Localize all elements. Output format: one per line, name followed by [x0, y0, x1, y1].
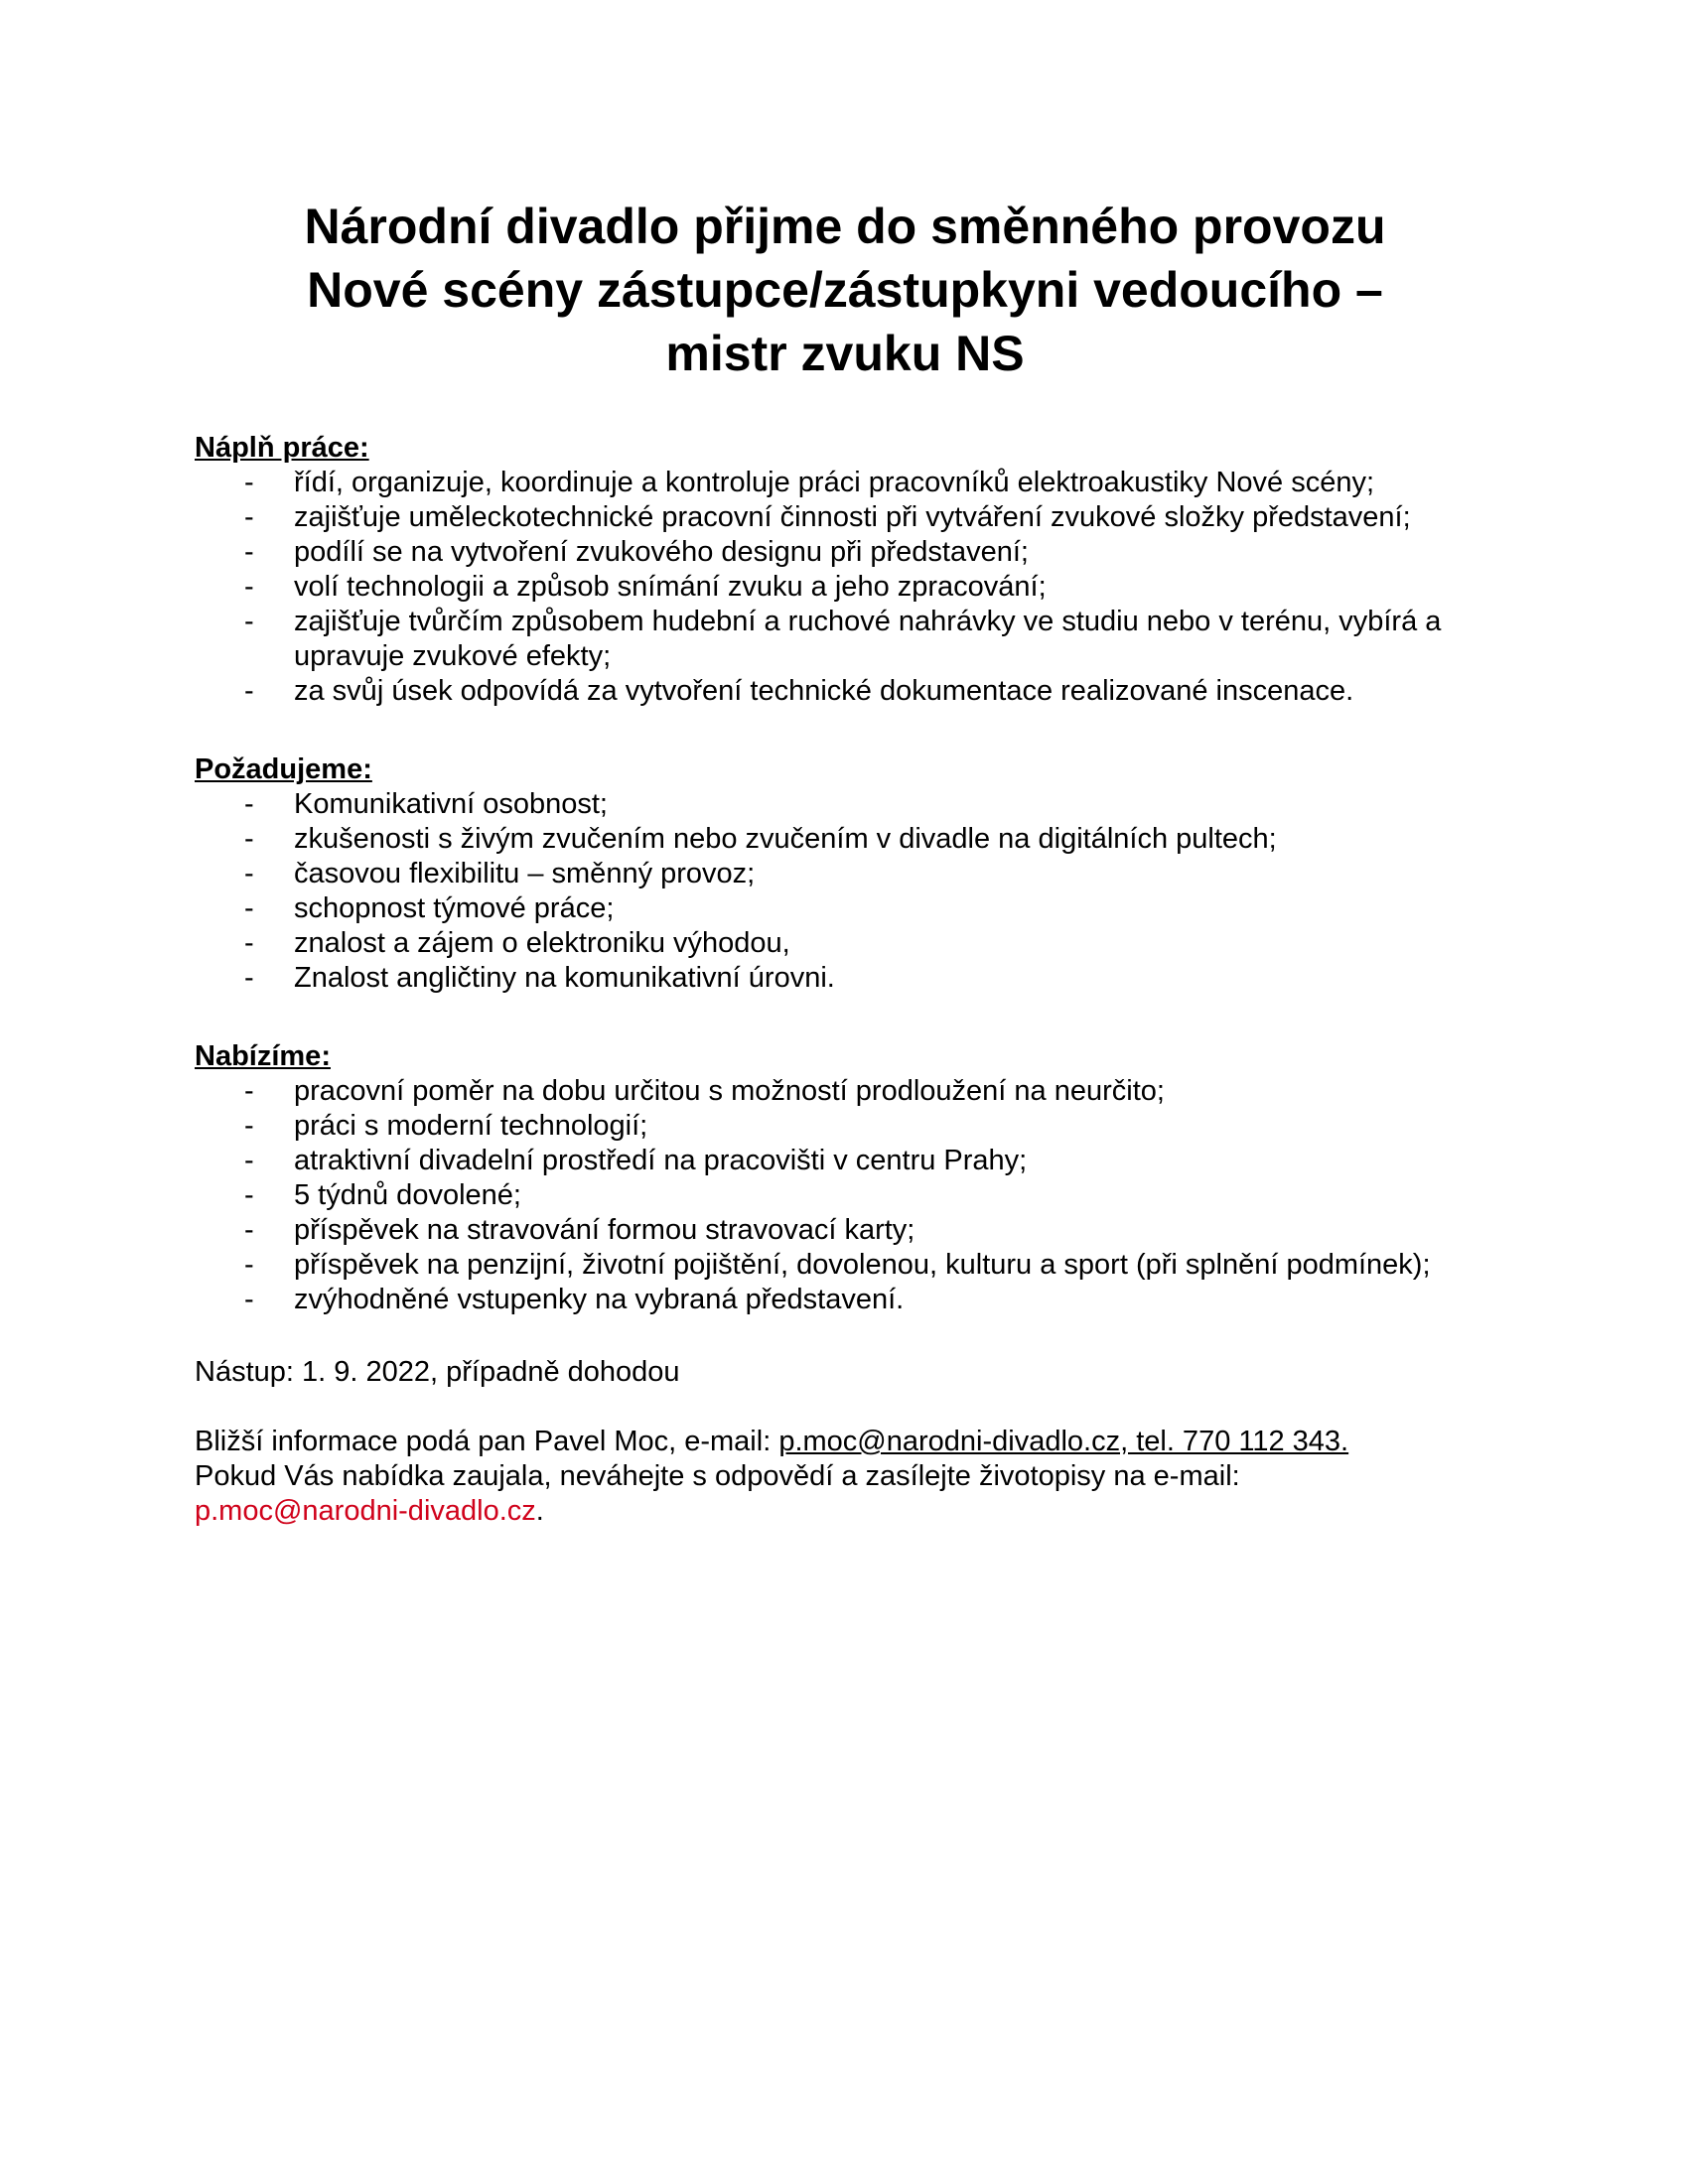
list-item-text: volí technologii a způsob snímání zvuku a jeho zpracování; [294, 571, 1047, 603]
list-item-text: znalost a zájem o elektroniku výhodou, [294, 927, 790, 959]
list-item [195, 787, 1495, 822]
bullet-list [195, 787, 1495, 996]
list-item-text: Komunikativní osobnost; [294, 788, 608, 820]
dash-marker: - [244, 571, 254, 603]
list-item [195, 535, 1495, 570]
contact-info-prefix: Bližší informace podá pan Pavel Moc, e-mail: [195, 1426, 779, 1457]
list-item-text: 5 týdnů dovolené; [294, 1179, 521, 1211]
title-line: mistr zvuku NS [665, 326, 1025, 381]
list-item [195, 1283, 1495, 1317]
dash-marker: - [244, 467, 254, 498]
list-item [195, 926, 1495, 961]
section-heading: Nabízíme: [195, 1040, 331, 1072]
list-item-text: zvýhodněné vstupenky na vybraná představení. [294, 1284, 905, 1315]
dash-marker: - [244, 536, 254, 568]
section-heading: Náplň práce: [195, 432, 369, 464]
list-item-text: za svůj úsek odpovídá za vytvoření technické dokumentace realizované inscenace. [294, 675, 1354, 707]
list-item-text: časovou flexibilitu – směnný provoz; [294, 858, 756, 889]
dash-marker: - [244, 892, 254, 924]
apply-email-line [195, 1494, 1495, 1529]
list-item [195, 891, 1495, 926]
dash-marker: - [244, 927, 254, 959]
list-item-text: schopnost týmové práce; [294, 892, 615, 924]
list-item [195, 822, 1495, 857]
dash-marker: - [244, 858, 254, 889]
contact-email-link[interactable]: p.moc@narodni-divadlo.cz, tel. 770 112 343. [778, 1426, 1349, 1457]
title-line: Nové scény zástupce/zástupkyni vedoucího – [307, 262, 1383, 318]
section-job-description [195, 431, 1495, 709]
list-item [195, 1109, 1495, 1144]
apply-email-end: . [535, 1495, 544, 1527]
dash-marker: - [244, 823, 254, 855]
bullet-list [195, 1074, 1495, 1317]
list-item [195, 1178, 1495, 1213]
section-requirements [195, 752, 1495, 996]
list-item [195, 961, 1495, 996]
dash-marker: - [244, 606, 254, 637]
section-heading: Požadujeme: [195, 753, 372, 785]
list-item-text: Znalost angličtiny na komunikativní úrovni. [294, 962, 835, 994]
list-item-text: pracovní poměr na dobu určitou s možností prodloužení na neurčito; [294, 1075, 1165, 1107]
document-page [195, 195, 1495, 1529]
dash-marker: - [244, 1179, 254, 1211]
dash-marker: - [244, 675, 254, 707]
list-item-text: příspěvek na stravování formou stravovací karty; [294, 1214, 915, 1246]
list-item [195, 674, 1495, 709]
list-item [195, 857, 1495, 891]
list-item-text: příspěvek na penzijní, životní pojištění, dovolenou, kulturu a sport (při splnění podmínek); [294, 1249, 1431, 1281]
list-item [195, 605, 1495, 674]
list-item [195, 570, 1495, 605]
list-item-text: řídí, organizuje, koordinuje a kontroluje práci pracovníků elektroakustiky Nové scény; [294, 467, 1375, 498]
apply-text: Pokud Vás nabídka zaujala, neváhejte s odpovědí a zasílejte životopisy na e-mail: [195, 1460, 1240, 1492]
list-item [195, 500, 1495, 535]
bullet-list [195, 466, 1495, 709]
dash-marker: - [244, 1249, 254, 1281]
list-item-text: podílí se na vytvoření zvukového designu při představení; [294, 536, 1029, 568]
list-item [195, 1074, 1495, 1109]
list-item [195, 1248, 1495, 1283]
dash-marker: - [244, 1214, 254, 1246]
dash-marker: - [244, 1284, 254, 1315]
dash-marker: - [244, 1075, 254, 1107]
dash-marker: - [244, 1110, 254, 1142]
contact-info [195, 1425, 1495, 1459]
list-item-text: atraktivní divadelní prostředí na pracovišti v centru Prahy; [294, 1145, 1028, 1176]
apply-email[interactable]: p.moc@narodni-divadlo.cz [195, 1495, 536, 1527]
section-offer [195, 1039, 1495, 1317]
dash-marker: - [244, 501, 254, 533]
list-item-text: zajišťuje uměleckotechnické pracovní činnosti při vytváření zvukové složky představení; [294, 501, 1411, 533]
title-line: Národní divadlo přijme do směnného provozu [304, 199, 1386, 254]
document-title [195, 195, 1495, 385]
start-date: Nástup: 1. 9. 2022, případně dohodou [195, 1356, 680, 1388]
list-item-text: zajišťuje tvůrčím způsobem hudební a ruchové nahrávky ve studiu nebo v terénu, vybírá a upravuje zvukové efekty; [294, 606, 1442, 672]
list-item [195, 1144, 1495, 1178]
dash-marker: - [244, 788, 254, 820]
contact-block [195, 1425, 1495, 1529]
list-item [195, 1213, 1495, 1248]
dash-marker: - [244, 962, 254, 994]
dash-marker: - [244, 1145, 254, 1176]
list-item-text: práci s moderní technologií; [294, 1110, 648, 1142]
list-item-text: zkušenosti s živým zvučením nebo zvučením v divadle na digitálních pultech; [294, 823, 1277, 855]
list-item [195, 466, 1495, 500]
